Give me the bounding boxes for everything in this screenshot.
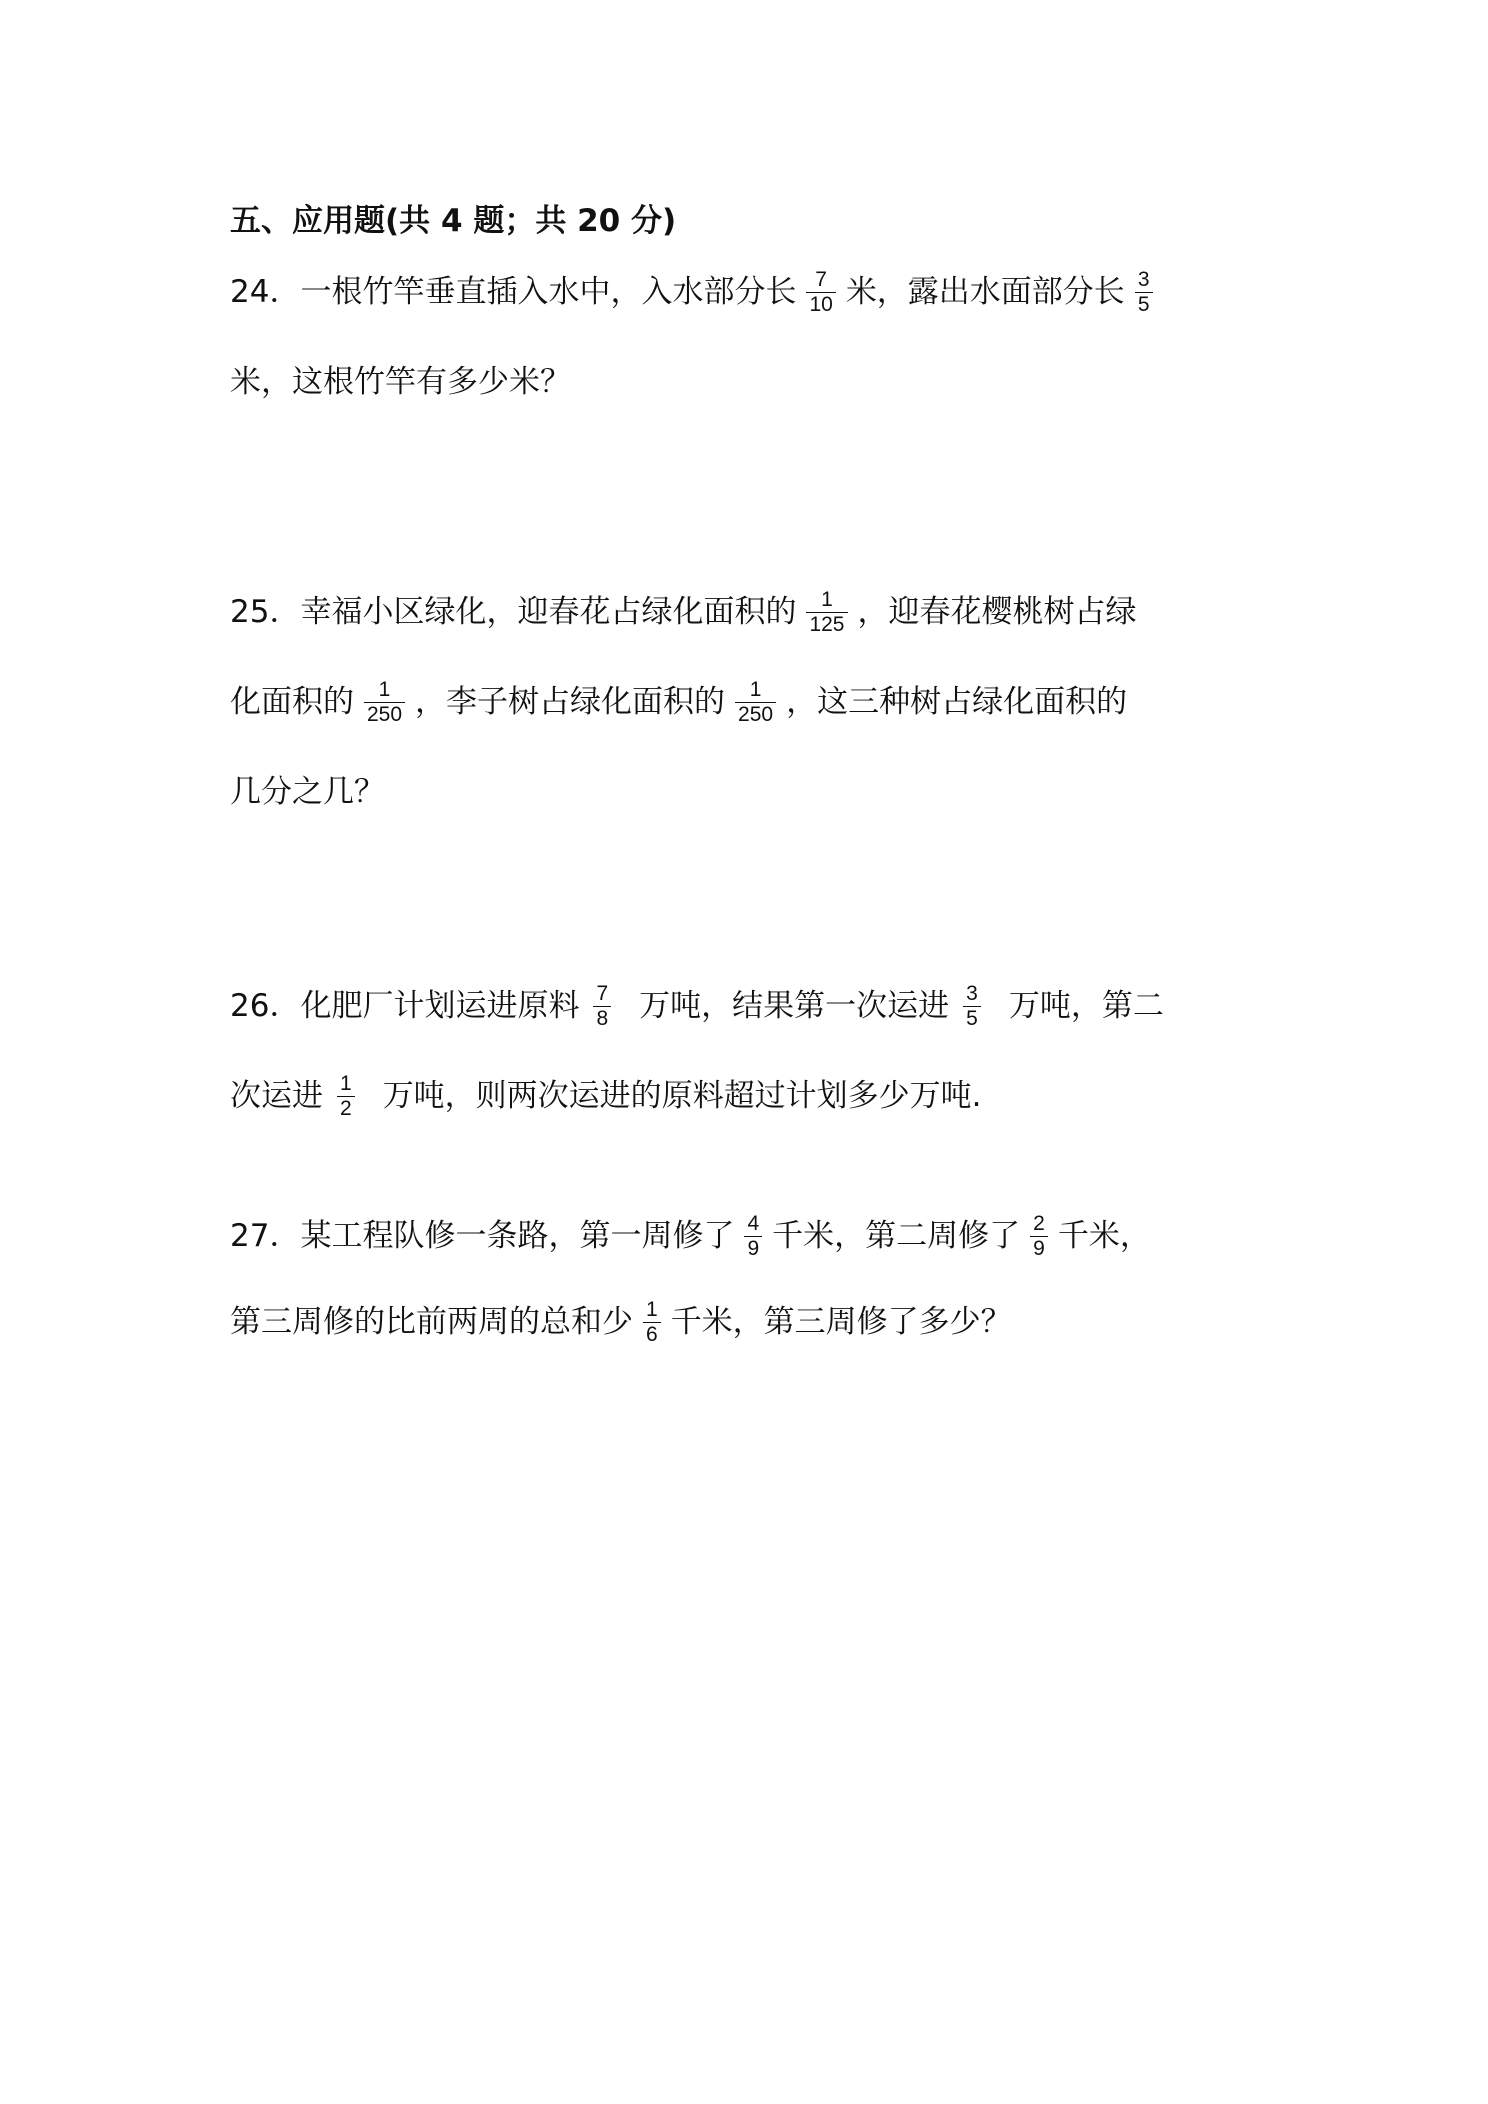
section-heading: 五、应用题(共 4 题；共 20 分) — [230, 203, 677, 239]
question-27-line-2 — [230, 1292, 1012, 1352]
question-text: 一根竹竿垂直插入水中，入水部分长 — [300, 274, 797, 310]
question-text: 千米， — [1057, 1218, 1151, 1254]
question-text: 化面积的 — [230, 684, 354, 720]
question-text: 几分之几？ — [230, 774, 385, 810]
fraction-denominator: 6 — [643, 1322, 661, 1347]
question-26-line-2 — [230, 1066, 982, 1126]
question-text: 次运进 — [230, 1078, 323, 1114]
question-text: 第三周修的比前两周的总和少 — [230, 1304, 633, 1340]
fraction-numerator: 2 — [1033, 1211, 1045, 1235]
fraction — [1030, 1212, 1048, 1261]
fraction-numerator: 3 — [1137, 267, 1150, 291]
fraction-denominator: 2 — [337, 1096, 355, 1121]
question-text: 米，这根竹竿有多少米？ — [230, 364, 571, 400]
fraction-numerator: 1 — [821, 587, 833, 611]
question-text: 千米，第三周修了多少？ — [670, 1304, 1012, 1340]
question-number: 24． — [230, 274, 301, 310]
question-number: 26． — [230, 988, 301, 1024]
fraction-numerator: 1 — [749, 677, 762, 701]
question-text: ，这三种树占绿化面积的 — [786, 684, 1128, 720]
fraction — [643, 1298, 661, 1347]
question-text: 万吨，结果第一次运进 — [639, 988, 950, 1024]
question-25-line-2 — [230, 672, 1127, 732]
fraction-denominator: 10 — [806, 292, 835, 317]
fraction — [337, 1072, 355, 1121]
fraction — [963, 982, 981, 1031]
fraction-numerator: 7 — [815, 267, 827, 291]
fraction — [744, 1212, 762, 1261]
question-number: 27． — [230, 1218, 301, 1254]
fraction-denominator: 5 — [963, 1006, 981, 1031]
fraction-denominator: 5 — [1135, 292, 1153, 317]
fraction-numerator: 1 — [646, 1297, 658, 1321]
question-text: ，迎春花樱桃树占绿 — [857, 594, 1137, 630]
fraction — [806, 588, 847, 637]
fraction — [1135, 268, 1153, 317]
question-26-line-1 — [230, 976, 1164, 1036]
question-text: 幸福小区绿化，迎春花占绿化面积的 — [300, 594, 797, 630]
fraction-denominator: 250 — [735, 702, 776, 727]
question-text: 千米，第二周修了 — [772, 1218, 1021, 1254]
fraction-denominator: 8 — [593, 1006, 611, 1031]
fraction-denominator: 125 — [806, 612, 847, 637]
question-24-line-2 — [230, 352, 571, 412]
question-number: 25． — [230, 594, 301, 630]
question-25-line-1 — [230, 582, 1137, 642]
fraction — [806, 268, 835, 317]
question-24-line-1 — [230, 262, 1163, 322]
question-text: 某工程队修一条路，第一周修了 — [300, 1218, 735, 1254]
question-25-line-3 — [230, 762, 385, 822]
fraction — [735, 678, 776, 727]
fraction-numerator: 4 — [747, 1211, 760, 1235]
fraction-numerator: 3 — [966, 981, 978, 1005]
fraction-numerator: 1 — [378, 677, 391, 701]
fraction-denominator: 9 — [744, 1236, 762, 1261]
fraction-denominator: 250 — [364, 702, 405, 727]
fraction-numerator: 7 — [596, 981, 609, 1005]
fraction — [364, 678, 405, 727]
question-text: 米，露出水面部分长 — [845, 274, 1125, 310]
question-text: 万吨，第二 — [1008, 988, 1164, 1024]
fraction-numerator: 1 — [340, 1071, 352, 1095]
question-text: 化肥厂计划运进原料 — [300, 988, 580, 1024]
question-text: ，李子树占绿化面积的 — [415, 684, 726, 720]
fraction-denominator: 9 — [1030, 1236, 1048, 1261]
question-27-line-1 — [230, 1206, 1151, 1266]
question-text: 万吨，则两次运进的原料超过计划多少万吨. — [382, 1078, 982, 1114]
fraction — [593, 982, 611, 1031]
